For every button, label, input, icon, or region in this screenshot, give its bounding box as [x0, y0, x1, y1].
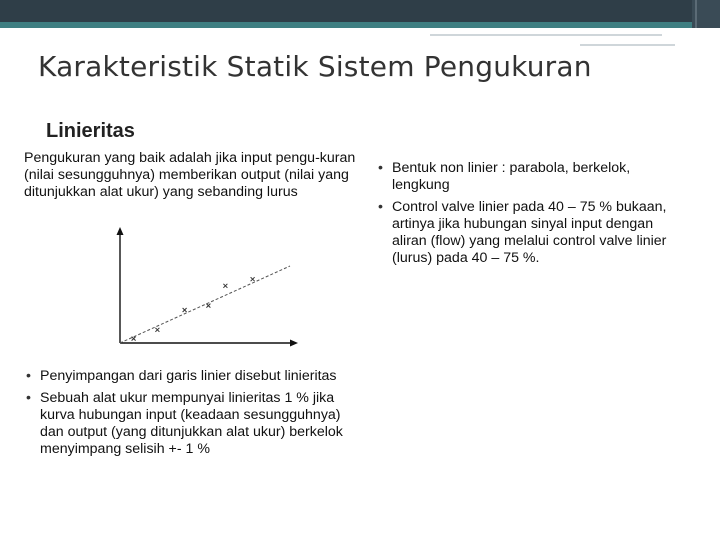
linearity-graph	[108, 225, 298, 350]
x-axis-arrow-icon	[290, 340, 298, 347]
decor-rule	[580, 44, 675, 46]
decor-rule	[430, 34, 662, 36]
y-axis-arrow-icon	[117, 227, 124, 235]
right-bullet-list	[376, 160, 691, 272]
bullet-item: • Sebuah alat ukur mempunyai linieritas 1 % jika kurva hubungan input (keadaan sesungguhnya) dan output (yang ditunjukkan alat ukur) berkelok menyimpang selisih +- 1 %	[24, 390, 354, 458]
data-point	[132, 337, 136, 341]
data-point	[183, 308, 187, 312]
top-corner-block	[692, 0, 720, 28]
left-bullet-list	[24, 368, 354, 463]
intro-text: Pengukuran yang baik adalah jika input pengu-kuran (nilai sesungguhnya) memberikan output (nilai yang ditunjukkan alat ukur) yang sebanding lurus	[24, 150, 356, 200]
top-bar	[0, 0, 720, 22]
linear-reference-line	[120, 266, 290, 343]
data-point	[251, 277, 255, 281]
data-point	[206, 304, 210, 308]
slide-title: Karakteristik Statik Sistem Pengukuran	[38, 50, 592, 83]
bullet-item: • Bentuk non linier : parabola, berkelok, lengkung	[376, 160, 691, 194]
bullet-item: • Penyimpangan dari garis linier disebut linieritas	[24, 368, 354, 385]
top-accent-stripe	[0, 22, 720, 28]
data-point	[155, 328, 159, 332]
bullet-item: • Control valve linier pada 40 – 75 % bukaan, artinya jika hubungan sinyal input dengan aliran (flow) yang melalui control valve linier (lurus) pada 40 – 75 %.	[376, 199, 691, 267]
data-point	[223, 284, 227, 288]
section-heading: Linieritas	[46, 120, 135, 142]
